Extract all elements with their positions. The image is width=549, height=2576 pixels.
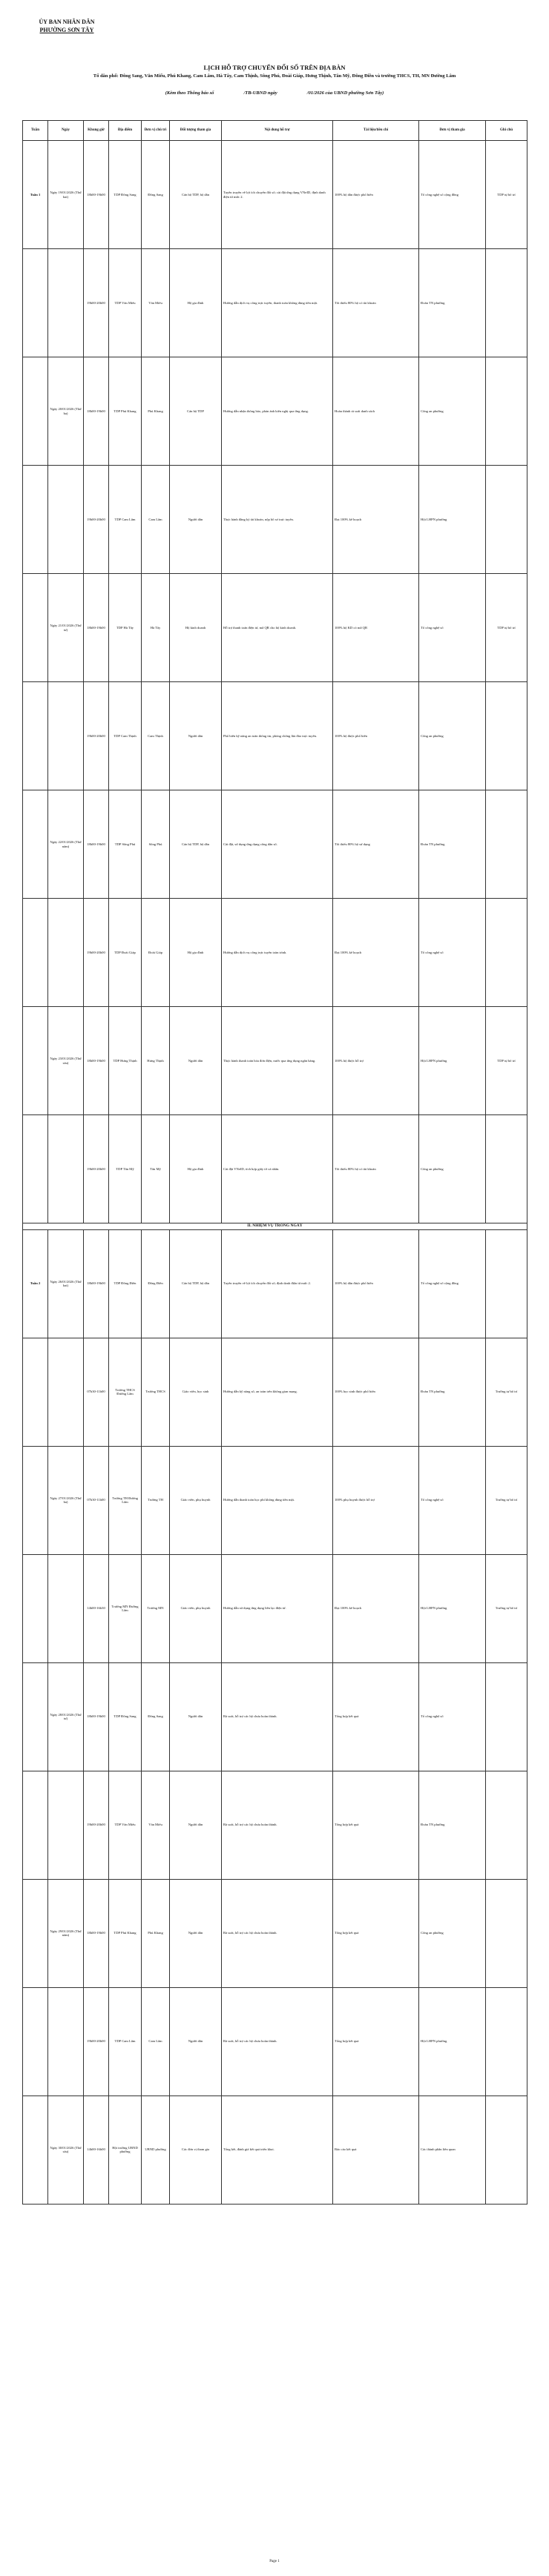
cell-place: TDP Văn Miếu	[109, 1771, 142, 1879]
note-announcement: (Kèm theo Thông báo số	[165, 90, 214, 96]
cell-criteria: Báo cáo kết quả	[333, 2096, 419, 2204]
table-row	[23, 574, 527, 682]
cell-week	[23, 1115, 48, 1223]
table-row	[23, 2096, 527, 2204]
cell-criteria: Tối thiểu 80% hộ sử dụng	[333, 790, 419, 899]
cell-time: 19h00-20h00	[84, 1771, 109, 1879]
cell-week	[23, 466, 48, 574]
section-title: II. NHIỆM VỤ TRONG NGÀY	[23, 1223, 527, 1230]
cell-time: 18h00-19h00	[84, 1879, 109, 1987]
cell-content: Tuyên truyền về lợi ích chuyển đổi số; định danh điện tử mức 2.	[222, 1229, 333, 1338]
cell-content: Hướng dẫn dịch vụ công trực tuyến toàn trình.	[222, 899, 333, 1007]
cell-date	[48, 1115, 84, 1223]
cell-time: 19h00-20h00	[84, 682, 109, 790]
cell-team: Hội LHPN phường	[419, 466, 486, 574]
col-content: Nội dung hỗ trợ	[222, 121, 333, 141]
document-subtitle: Tổ dân phố: Đông Sang, Văn Miếu, Phú Khang, Cam Lâm, Hà Tây, Cam Thịnh, Sông Phú, Đoài Giáp, Hưng Thịnh, Tân Mỹ, Đông Điền và trường THCS, TH, MN Đường Lâm	[93, 73, 456, 79]
cell-note: TDP tự bố trí	[486, 141, 527, 249]
col-team: Đơn vị tham gia	[419, 121, 486, 141]
cell-content: Rà soát, hỗ trợ các hộ chưa hoàn thành.	[222, 1879, 333, 1987]
cell-date	[48, 1987, 84, 2096]
cell-unit: Đông Sang	[142, 1662, 170, 1771]
cell-target: Giáo viên, phụ huynh	[170, 1446, 222, 1554]
cell-unit: Tân Mỹ	[142, 1115, 170, 1223]
col-date: Ngày	[48, 121, 84, 141]
cell-time: 18h00-19h00	[84, 357, 109, 466]
cell-place: TDP Hà Tây	[109, 574, 142, 682]
cell-content: Rà soát, hỗ trợ các hộ chưa hoàn thành.	[222, 1771, 333, 1879]
cell-content: Phổ biến kỹ năng an toàn thông tin, phòng chống lừa đảo trực tuyến.	[222, 682, 333, 790]
cell-week	[23, 2096, 48, 2204]
cell-team: Tổ công nghệ số cộng đồng	[419, 1229, 486, 1338]
cell-team: Công an phường	[419, 1115, 486, 1223]
cell-note	[486, 790, 527, 899]
cell-date: Ngày 23/01/2026 (Thứ sáu)	[48, 1007, 84, 1115]
cell-unit: UBND phường	[142, 2096, 170, 2204]
section-row	[23, 1223, 527, 1230]
col-time: Khung giờ	[84, 121, 109, 141]
cell-content: Hướng dẫn nhận thông báo, phản ánh kiến nghị qua ứng dụng.	[222, 357, 333, 466]
cell-content: Thực hành đăng ký tài khoản, nộp hồ sơ trực tuyến.	[222, 466, 333, 574]
col-note: Ghi chú	[486, 121, 527, 141]
cell-time: 14h00-16h30	[84, 1554, 109, 1662]
cell-time: 19h00-20h00	[84, 1987, 109, 2096]
cell-target: Các đơn vị tham gia	[170, 2096, 222, 2204]
cell-team: Đoàn TN phường	[419, 249, 486, 357]
cell-place: TDP Đông Sang	[109, 1662, 142, 1771]
cell-time: 18h00-19h00	[84, 141, 109, 249]
cell-note	[486, 1987, 527, 2096]
cell-unit: Cam Lâm	[142, 466, 170, 574]
cell-time: 19h00-20h00	[84, 1115, 109, 1223]
document-header	[22, 18, 527, 129]
cell-note	[486, 1115, 527, 1223]
cell-place: Trường TH Đường Lâm	[109, 1446, 142, 1554]
cell-note	[486, 1662, 527, 1771]
table-row	[23, 141, 527, 249]
cell-target: Người dân	[170, 1987, 222, 2096]
cell-time: 18h00-19h00	[84, 1007, 109, 1115]
cell-criteria: 100% hộ được hỗ trợ	[333, 1007, 419, 1115]
cell-criteria: Đạt 100% kế hoạch	[333, 1554, 419, 1662]
cell-time: 18h00-19h00	[84, 790, 109, 899]
cell-content: Tổng kết, đánh giá kết quả triển khai.	[222, 2096, 333, 2204]
cell-team: Tổ công nghệ số	[419, 1662, 486, 1771]
cell-criteria: 100% hộ được phổ biến	[333, 682, 419, 790]
cell-time: 18h00-19h00	[84, 574, 109, 682]
cell-target: Người dân	[170, 1771, 222, 1879]
cell-week	[23, 1879, 48, 1987]
table-row	[23, 1115, 527, 1223]
cell-target: Người dân	[170, 1662, 222, 1771]
cell-place: Hội trường UBND phường	[109, 2096, 142, 2204]
cell-week	[23, 1771, 48, 1879]
cell-target: Cán bộ TDP, hộ dân	[170, 141, 222, 249]
table-row	[23, 249, 527, 357]
cell-target: Cán bộ TDP	[170, 357, 222, 466]
cell-target: Hộ kinh doanh	[170, 574, 222, 682]
note-date: /TB-UBND ngày	[243, 90, 277, 96]
cell-week	[23, 682, 48, 790]
table-row	[23, 1771, 527, 1879]
cell-team: Hội LHPN phường	[419, 1554, 486, 1662]
cell-team: Công an phường	[419, 1879, 486, 1987]
cell-criteria: Tổng hợp kết quả	[333, 1771, 419, 1879]
cell-content: Rà soát, hỗ trợ các hộ chưa hoàn thành.	[222, 1987, 333, 2096]
cell-criteria: 100% phụ huynh được hỗ trợ	[333, 1446, 419, 1554]
cell-unit: Đoài Giáp	[142, 899, 170, 1007]
cell-unit: Cam Thịnh	[142, 682, 170, 790]
cell-date: Ngày 20/01/2026 (Thứ ba)	[48, 357, 84, 466]
cell-content: Thực hành thanh toán hóa đơn điện, nước qua ứng dụng ngân hàng.	[222, 1007, 333, 1115]
page-number: Page 1	[269, 2560, 280, 2563]
cell-criteria: 100% hộ KD có mã QR	[333, 574, 419, 682]
cell-date: Ngày 27/01/2026 (Thứ ba)	[48, 1446, 84, 1554]
cell-week	[23, 1662, 48, 1771]
cell-place: TDP Cam Lâm	[109, 1987, 142, 2096]
cell-unit: Hà Tây	[142, 574, 170, 682]
cell-note	[486, 1771, 527, 1879]
cell-criteria: Đạt 100% kế hoạch	[333, 899, 419, 1007]
cell-week	[23, 1987, 48, 2096]
table-row	[23, 1662, 527, 1771]
cell-target: Hộ gia đình	[170, 1115, 222, 1223]
cell-team: Tổ công nghệ số	[419, 1446, 486, 1554]
cell-place: TDP Tân Mỹ	[109, 1115, 142, 1223]
cell-note: Trường tự bố trí	[486, 1554, 527, 1662]
table-row	[23, 1554, 527, 1662]
col-criteria: Tài liệu/tiêu chí	[333, 121, 419, 141]
cell-unit: Phú Khang	[142, 1879, 170, 1987]
cell-team: Đoàn TN phường	[419, 1338, 486, 1446]
cell-date	[48, 466, 84, 574]
cell-time: 19h00-20h00	[84, 466, 109, 574]
cell-content: Hướng dẫn kỹ năng số, an toàn trên không gian mạng.	[222, 1338, 333, 1446]
cell-week	[23, 249, 48, 357]
cell-team: Hội LHPN phường	[419, 1987, 486, 2096]
cell-unit: Đông Sang	[142, 141, 170, 249]
cell-week	[23, 574, 48, 682]
cell-date	[48, 682, 84, 790]
cell-content: Cài đặt, sử dụng ứng dụng công dân số.	[222, 790, 333, 899]
cell-criteria: 100% hộ dân được phổ biến	[333, 1229, 419, 1338]
cell-place: TDP Hưng Thịnh	[109, 1007, 142, 1115]
cell-date: Ngày 19/01/2026 (Thứ hai)	[48, 141, 84, 249]
cell-note	[486, 1229, 527, 1338]
cell-date: Ngày 26/01/2026 (Thứ hai)	[48, 1229, 84, 1338]
cell-note	[486, 357, 527, 466]
cell-note	[486, 1879, 527, 1987]
cell-team: Đoàn TN phường	[419, 1771, 486, 1879]
cell-date: Ngày 21/01/2026 (Thứ tư)	[48, 574, 84, 682]
note-issuer: /01/2026 của UBND phường Sơn Tây)	[306, 90, 384, 96]
cell-unit: Phú Khang	[142, 357, 170, 466]
cell-content: Tuyên truyền về lợi ích chuyển đổi số; cài đặt ứng dụng VNeID, định danh điện tử mức 2.	[222, 141, 333, 249]
cell-unit: Sông Phú	[142, 790, 170, 899]
cell-place: TDP Đoài Giáp	[109, 899, 142, 1007]
cell-unit: Cam Lâm	[142, 1987, 170, 2096]
cell-target: Cán bộ TDP, hộ dân	[170, 790, 222, 899]
table-row	[23, 1446, 527, 1554]
cell-week: Tuần 1	[23, 141, 48, 249]
cell-time: 07h30-11h00	[84, 1446, 109, 1554]
cell-time: 18h00-19h00	[84, 1229, 109, 1338]
cell-place: TDP Sông Phú	[109, 790, 142, 899]
reference-note	[22, 90, 527, 96]
cell-target: Hộ gia đình	[170, 899, 222, 1007]
cell-place: TDP Phú Khang	[109, 1879, 142, 1987]
cell-place: TDP Đông Điền	[109, 1229, 142, 1338]
cell-week	[23, 1554, 48, 1662]
cell-target: Giáo viên, phụ huynh	[170, 1554, 222, 1662]
table-row	[23, 1987, 527, 2096]
cell-target: Giáo viên, học sinh	[170, 1338, 222, 1446]
cell-date	[48, 1771, 84, 1879]
cell-team: Công an phường	[419, 682, 486, 790]
cell-place: Trường THCS Đường Lâm	[109, 1338, 142, 1446]
cell-unit: Văn Miếu	[142, 1771, 170, 1879]
cell-criteria: Tổng hợp kết quả	[333, 1662, 419, 1771]
cell-date	[48, 899, 84, 1007]
cell-place: TDP Cam Lâm	[109, 466, 142, 574]
cell-content: Hướng dẫn sử dụng ứng dụng liên lạc điện tử.	[222, 1554, 333, 1662]
cell-place: TDP Đông Sang	[109, 141, 142, 249]
cell-note: Trường tự bố trí	[486, 1446, 527, 1554]
cell-team: Tổ công nghệ số	[419, 574, 486, 682]
cell-week	[23, 357, 48, 466]
cell-note	[486, 466, 527, 574]
cell-target: Người dân	[170, 682, 222, 790]
cell-note: TDP tự bố trí	[486, 574, 527, 682]
cell-content: Hỗ trợ thanh toán điện tử, mã QR cho hộ kinh doanh.	[222, 574, 333, 682]
issuing-organization	[22, 18, 111, 34]
cell-target: Người dân	[170, 1879, 222, 1987]
cell-note	[486, 682, 527, 790]
col-unit: Đơn vị chủ trì	[142, 121, 170, 141]
cell-criteria: Hoàn thành rà soát danh sách	[333, 357, 419, 466]
cell-criteria: Tổng hợp kết quả	[333, 1879, 419, 1987]
cell-unit: Đông Điền	[142, 1229, 170, 1338]
cell-team: Tổ công nghệ số	[419, 899, 486, 1007]
cell-content: Rà soát, hỗ trợ các hộ chưa hoàn thành.	[222, 1662, 333, 1771]
cell-week	[23, 1338, 48, 1446]
cell-unit: Văn Miếu	[142, 249, 170, 357]
cell-date	[48, 1338, 84, 1446]
cell-team: Các thành phần liên quan	[419, 2096, 486, 2204]
cell-place: Trường MN Đường Lâm	[109, 1554, 142, 1662]
cell-date: Ngày 30/01/2026 (Thứ sáu)	[48, 2096, 84, 2204]
cell-place: TDP Cam Thịnh	[109, 682, 142, 790]
cell-team: Đoàn TN phường	[419, 790, 486, 899]
cell-team: Công an phường	[419, 357, 486, 466]
cell-date: Ngày 22/01/2026 (Thứ năm)	[48, 790, 84, 899]
cell-content: Hướng dẫn dịch vụ công trực tuyến, thanh toán không dùng tiền mặt.	[222, 249, 333, 357]
cell-date: Ngày 28/01/2026 (Thứ tư)	[48, 1662, 84, 1771]
cell-time: 14h00-16h00	[84, 2096, 109, 2204]
table-row	[23, 1229, 527, 1338]
cell-week	[23, 899, 48, 1007]
cell-content: Hướng dẫn thanh toán học phí không dùng tiền mặt.	[222, 1446, 333, 1554]
cell-unit: Hưng Thịnh	[142, 1007, 170, 1115]
cell-note	[486, 899, 527, 1007]
col-place: Địa điểm	[109, 121, 142, 141]
cell-date	[48, 249, 84, 357]
document-title: LỊCH HỖ TRỢ CHUYỂN ĐỔI SỐ TRÊN ĐỊA BÀN	[203, 64, 346, 71]
org-name: ỦY BAN NHÂN DÂN	[39, 19, 95, 25]
cell-note: TDP tự bố trí	[486, 1007, 527, 1115]
cell-week	[23, 1007, 48, 1115]
cell-target: Người dân	[170, 1007, 222, 1115]
cell-target: Hộ gia đình	[170, 249, 222, 357]
cell-criteria: 100% hộ dân được phổ biến	[333, 141, 419, 249]
cell-date: Ngày 29/01/2026 (Thứ năm)	[48, 1879, 84, 1987]
cell-week	[23, 790, 48, 899]
table-row	[23, 1338, 527, 1446]
cell-time: 19h00-20h00	[84, 249, 109, 357]
cell-criteria: Tối thiểu 80% hộ có tài khoản	[333, 1115, 419, 1223]
table-row	[23, 1007, 527, 1115]
cell-note: Trường tự bố trí	[486, 1338, 527, 1446]
table-row	[23, 357, 527, 466]
table-row	[23, 790, 527, 899]
col-week: Tuần	[23, 121, 48, 141]
cell-unit: Trường TH	[142, 1446, 170, 1554]
table-row	[23, 899, 527, 1007]
cell-team: Hội LHPN phường	[419, 1007, 486, 1115]
cell-criteria: Tối thiểu 80% hộ có tài khoản	[333, 249, 419, 357]
schedule-table	[22, 120, 527, 2205]
table-row	[23, 466, 527, 574]
cell-team: Tổ công nghệ số cộng đồng	[419, 141, 486, 249]
cell-target: Cán bộ TDP, hộ dân	[170, 1229, 222, 1338]
cell-criteria: Tổng hợp kết quả	[333, 1987, 419, 2096]
cell-time: 18h00-19h00	[84, 1662, 109, 1771]
cell-content: Cài đặt VNeID, tích hợp giấy tờ cá nhân.	[222, 1115, 333, 1223]
cell-place: TDP Văn Miếu	[109, 249, 142, 357]
cell-week	[23, 1446, 48, 1554]
cell-time: 19h00-20h00	[84, 899, 109, 1007]
col-target: Đối tượng tham gia	[170, 121, 222, 141]
cell-note	[486, 2096, 527, 2204]
cell-note	[486, 249, 527, 357]
table-row	[23, 682, 527, 790]
cell-date	[48, 1554, 84, 1662]
ward-name: PHƯỜNG SƠN TÂY	[39, 27, 94, 33]
cell-unit: Trường MN	[142, 1554, 170, 1662]
table-row	[23, 1879, 527, 1987]
cell-unit: Trường THCS	[142, 1338, 170, 1446]
cell-place: TDP Phú Khang	[109, 357, 142, 466]
cell-time: 07h30-11h00	[84, 1338, 109, 1446]
schedule-body	[23, 141, 527, 2205]
table-header-row	[23, 121, 527, 141]
cell-criteria: Đạt 100% kế hoạch	[333, 466, 419, 574]
cell-week: Tuần 2	[23, 1229, 48, 1338]
cell-criteria: 100% học sinh được phổ biến	[333, 1338, 419, 1446]
cell-target: Người dân	[170, 466, 222, 574]
